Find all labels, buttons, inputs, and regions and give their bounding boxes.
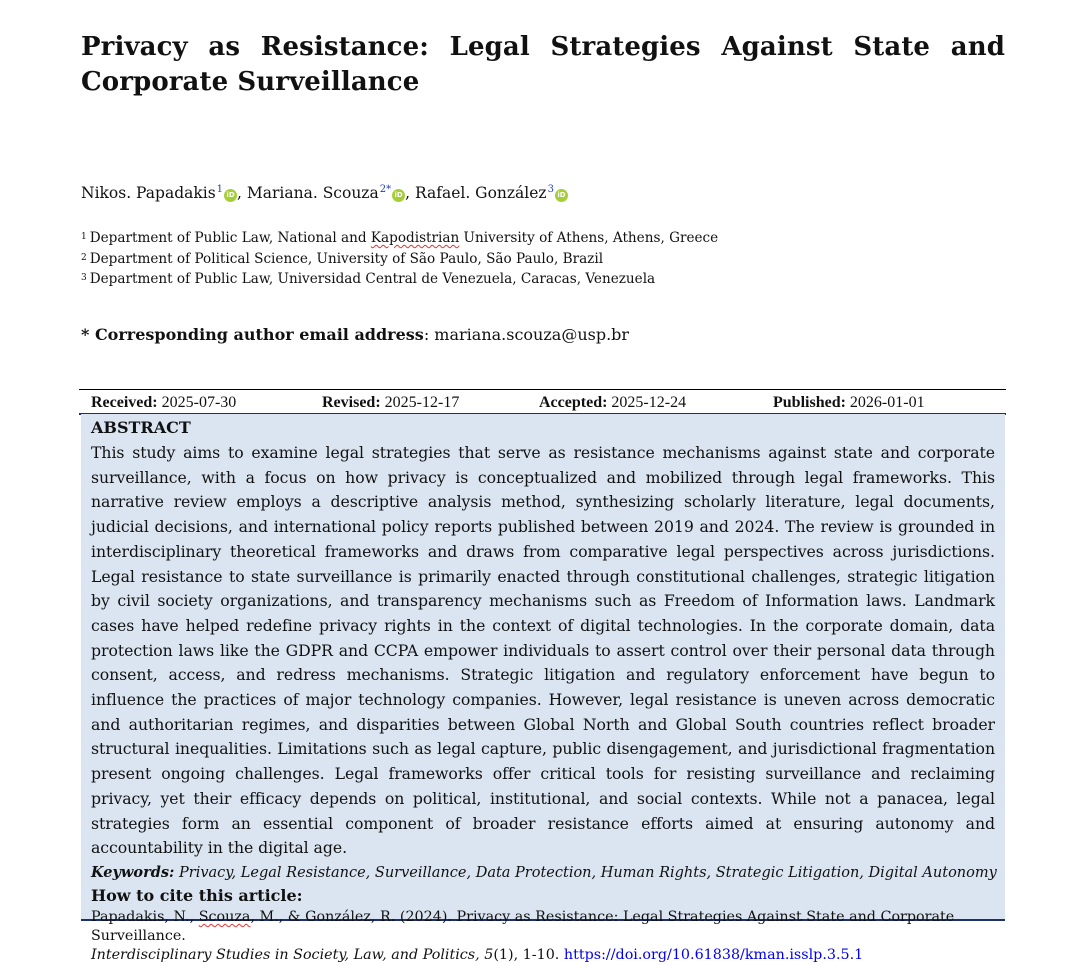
affiliation-mark: 1 [81, 232, 87, 242]
affiliation-text: Department of Public Law, Universidad Central de Venezuela, Caracas, Venezuela [89, 271, 656, 287]
citation-journal: Interdisciplinary Studies in Society, Law, and Politics, 5 [91, 946, 494, 963]
author-list: Nikos. Papadakis$^1$ iD , Mariana. Scouza$^{2*}$ iD , Rafael. González$^3$ iD [81, 184, 568, 202]
date-published: Published: 2026-01-01 [773, 394, 925, 411]
author-affil-mark: 3 [547, 184, 554, 195]
keywords-text: Privacy, Legal Resistance, Surveillance, Data Protection, Human Rights, Strategic Litigation, Digital Autonomy [179, 864, 997, 881]
corresponding-author: * Corresponding author email address: mariana.scouza@usp.br [81, 325, 630, 344]
affiliation-mark: 2 [81, 252, 87, 263]
paper-title: Privacy as Resistance: Legal Strategies Against State and Corporate Surveillance [81, 32, 1005, 97]
abstract-content [91, 418, 995, 965]
affiliation-item [81, 269, 718, 290]
orcid-icon[interactable]: iD [555, 189, 568, 202]
date-accepted: Accepted: 2025-12-24 [539, 394, 687, 411]
author-name: Nikos. Papadakis [81, 184, 216, 202]
author-affil-mark: 2* [379, 184, 392, 195]
orcid-icon[interactable]: iD [392, 189, 405, 202]
affiliation-item [81, 228, 718, 249]
affiliation-text: Department of Political Science, University of São Paulo, São Paulo, Brazil [89, 250, 604, 267]
author-name: Mariana. Scouza [246, 184, 379, 202]
keywords [91, 862, 995, 884]
affiliation-list [81, 228, 718, 290]
affiliation-text: University of Athens, Athens, Greece [459, 230, 719, 246]
abstract-box [81, 414, 1005, 963]
orcid-icon[interactable]: iD [224, 189, 237, 202]
spellcheck-flagged-word: Kapodistrian [370, 230, 460, 246]
abstract-heading: ABSTRACT [91, 418, 191, 437]
affiliation-item [81, 249, 718, 270]
affiliation-text: Department of Public Law, National and [89, 230, 371, 246]
date-received: Received: 2025-07-30 [91, 394, 237, 411]
author-name: Rafael. González [414, 184, 547, 202]
abstract-text: This study aims to examine legal strategies that serve as resistance mechanisms against state and corporate surveillance, with a focus on how privacy is conceptualized and mobilized through legal frameworks. This narrative review employs a descriptive analysis method, synthesizing scholarly literature, legal documents, judicial decisions, and international policy reports published between 2019 and 2024. The review is grounded in interdisciplinary theoretical frameworks and draws from comparative legal perspectives across jurisdictions. Legal resistance to state surveillance is primarily enacted through constitutional challenges, strategic litigation by civil society organizations, and transparency mechanisms such as Freedom of Information laws. Landmark cases have helped redefine privacy rights in the context of digital technologies. In the corporate domain, data protection laws like the GDPR and CCPA empower individuals to assert control over their personal data through consent, access, and redress mechanisms. Strategic litigation and regulatory enforcement have begun to influence the practices of major technology companies. However, legal resistance is uneven across democratic and authoritarian regimes, and disparities between Global North and Global South countries reflect broader structural inequalities. Limitations such as legal capture, public disengagement, and jurisdictional fragmentation present ongoing challenges. Legal frameworks offer critical tools for resisting surveillance and reclaiming privacy, yet their efficacy depends on political, institutional, and social contexts. While not a panacea, legal strategies form an essential component of broader resistance efforts aimed at ensuring autonomy and accountability in the digital age. [91, 443, 995, 858]
citation-text: Papadakis, N., Scouza, M., & González, R. (2024). Privacy as Resistance: Legal Strategies Against State and Corporate Surveillance. Interdisciplinary Studies in Society, Law, and Politics, 5(1), 1-10. https://doi.org/10.61838/kman.isslp.3.5.1 [91, 908, 955, 963]
date-bar [79, 389, 1006, 415]
corresponding-label: * Corresponding author email address [81, 325, 424, 344]
citation-heading: How to cite this article: [91, 885, 303, 905]
doi-link[interactable]: https://doi.org/10.61838/kman.isslp.3.5.1 [563, 946, 864, 963]
spellcheck-flagged-word: Scouza [198, 908, 251, 925]
corresponding-email[interactable]: mariana.scouza@usp.br [434, 325, 630, 344]
author-affil-mark: 1 [216, 184, 224, 195]
date-revised: Revised: 2025-12-17 [322, 394, 460, 411]
affiliation-mark: 3 [81, 273, 87, 283]
keywords-label: Keywords: [91, 863, 175, 881]
